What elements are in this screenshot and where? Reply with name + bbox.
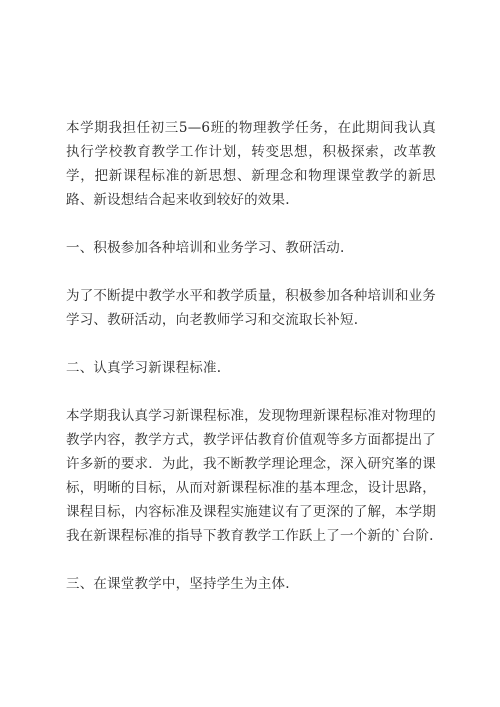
section-heading-2: 二、认真学习新课程标准. <box>66 360 222 376</box>
paragraph-spacer <box>66 548 436 572</box>
paragraph-spacer <box>66 260 436 284</box>
paragraph-spacer <box>66 380 436 404</box>
intro-paragraph: 本学期我担任初三5—6班的物理教学任务，在此期间我认真执行学校教育教学工作计划，转变思想，积极探索，改革教学，把新课程标准的新思想、新理念和物理课堂教学的新思路、新设想结合起来收到较好的效果. <box>66 120 436 208</box>
section-1-paragraph: 为了不断提中教学水平和教学质量，积极参加各种培训和业务学习、教研活动，向老教师学习和交流取长补短. <box>66 288 436 328</box>
section-heading-3: 三、在课堂教学中，坚持学生为主体. <box>66 576 290 592</box>
paragraph-spacer <box>66 332 436 356</box>
document-body <box>66 116 436 596</box>
section-2-paragraph: 本学期我认真学习新课程标准，发现物理新课程标准对物理的教学内容，教学方式，教学评估教育价值观等多方面都提出了许多新的要求．为此，我不断教学理论理念，深入研究峯的课标，明晰的目标，从而对新课程标准的基本理念，设计思路，课程目标，内容标准及课程实施建议有了更深的了解，本学期我在新课程标准的指导下教育教学工作跃上了一个新的`台阶. <box>66 408 436 544</box>
paragraph-spacer <box>66 212 436 236</box>
section-heading-1: 一、积极参加各种培训和业务学习、教研活动. <box>66 240 345 256</box>
